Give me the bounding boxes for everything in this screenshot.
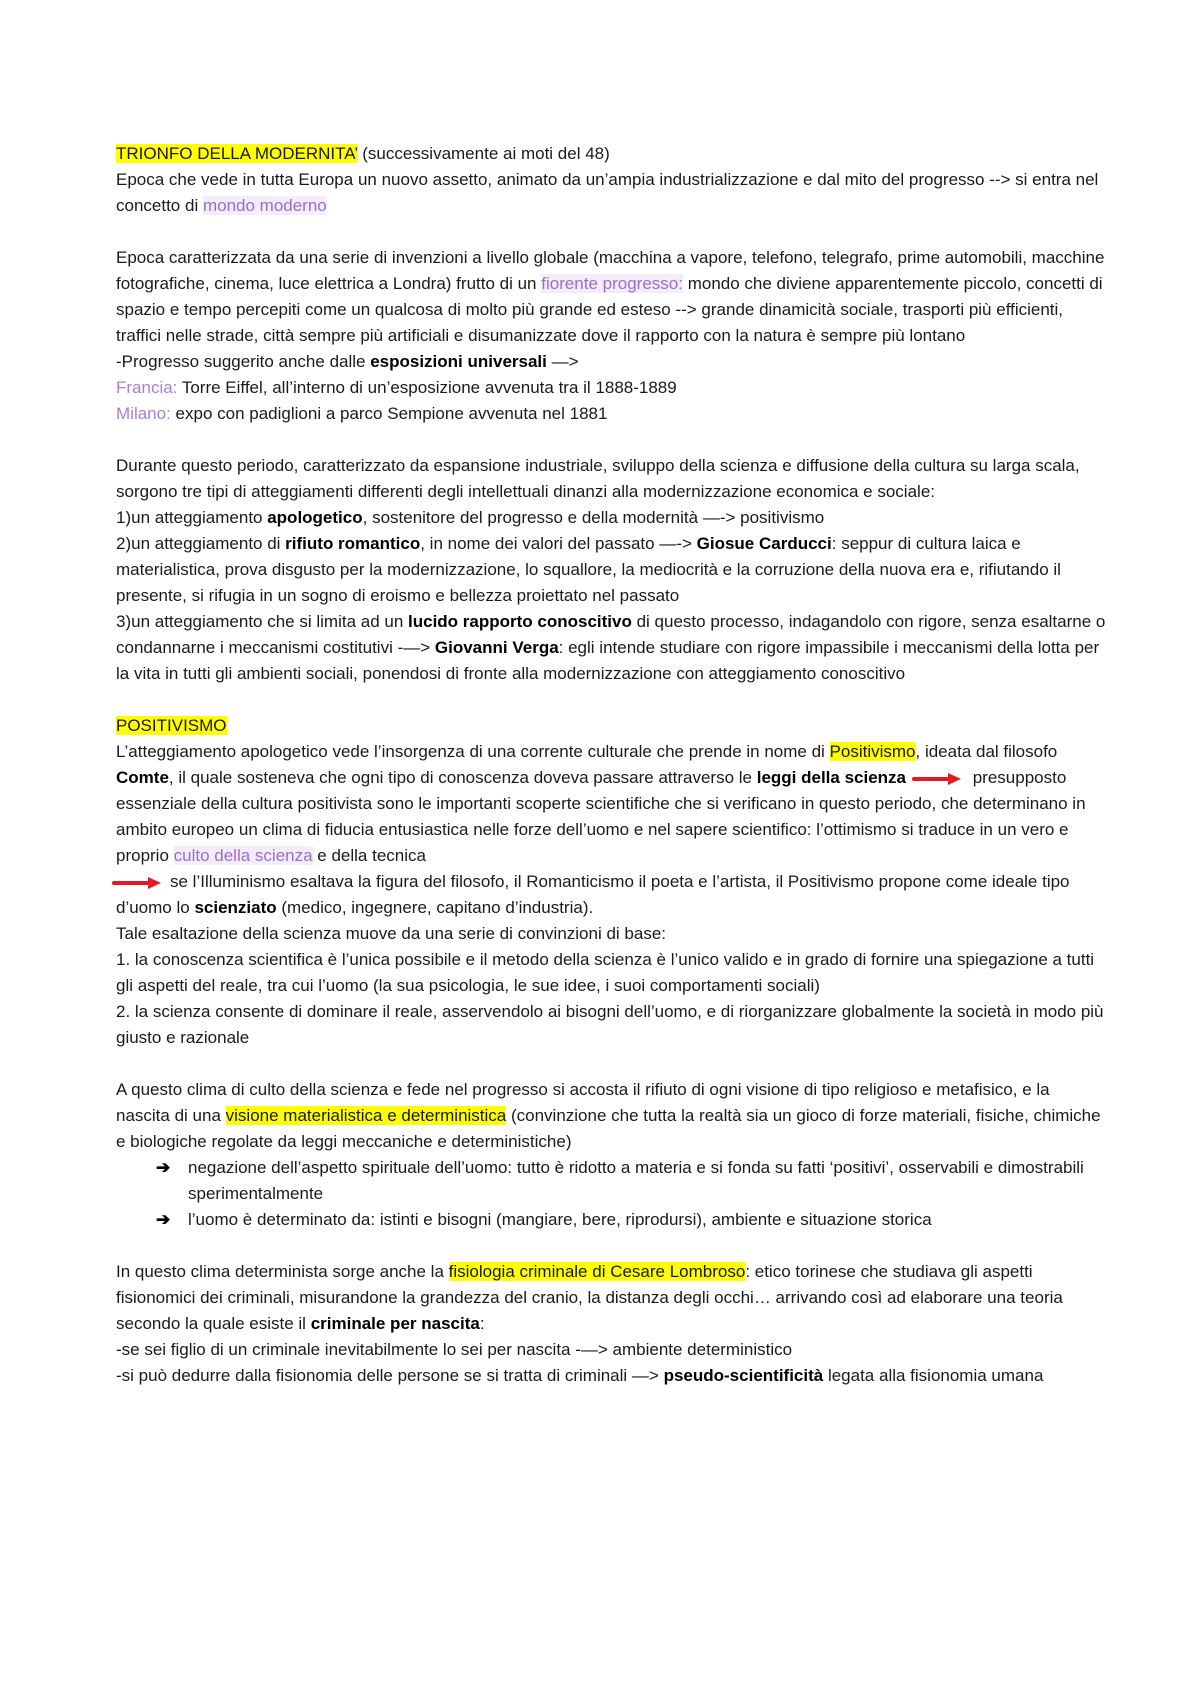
highlight: Positivismo	[829, 742, 916, 761]
document-page	[116, 141, 1106, 1389]
arrow-bullet-icon: ➔	[156, 1158, 171, 1177]
paragraph: -Progresso suggerito anche dalle esposizioni universali —>	[116, 352, 579, 371]
highlight: fisiologia criminale di Cesare Lombroso	[448, 1262, 746, 1281]
paragraph: In questo clima determinista sorge anche la fisiologia criminale di Cesare Lombroso: etico torinese che studiava gli aspetti fisionomici dei criminali, misurandone la grandezza del cranio, la distanza degli occhi… arrivando così ad elaborare una teoria secondo la quale esiste il criminale per nascita:	[116, 1262, 1063, 1333]
paragraph: -se sei figlio di un criminale inevitabilmente lo sei per nascita -—> ambiente deterministico	[116, 1340, 793, 1359]
paragraph: Epoca che vede in tutta Europa un nuovo assetto, animato da un’ampia industrializzazione e dal mito del progresso --> si entra nel concetto di mondo moderno	[116, 170, 1099, 215]
paragraph: Francia: Torre Eiffel, all’interno di un’esposizione avvenuta tra il 1888-1889	[116, 378, 677, 397]
paragraph: Milano: expo con padiglioni a parco Sempione avvenuta nel 1881	[116, 404, 608, 423]
arrow-bullet-icon: ➔	[156, 1210, 171, 1229]
paragraph: Epoca caratterizzata da una serie di invenzioni a livello globale (macchina a vapore, telefono, telegrafo, prime automobili, macchine fotografiche, cinema, luce elettrica a Londra) frutto di un fiorente progresso: mondo che diviene apparentemente piccolo, concetti di spazio e tempo percepiti come un qualcosa di molto più grande ed esteso --> grande dinamicità sociale, trasporti più efficienti, traffici nelle strade, città sempre più artificiali e disumanizzate dove il rapporto con la natura è sempre più lontano	[116, 248, 1105, 345]
paragraph: -si può dedurre dalla fisionomia delle persone se si tratta di criminali —> pseudo-scientificità legata alla fisionomia umana	[116, 1366, 1044, 1385]
highlight: culto della scienza	[173, 846, 313, 865]
list-item: ➔ l’uomo è determinato da: istinti e bisogni (mangiare, bere, riprodursi), ambiente e situazione storica	[116, 1207, 1106, 1233]
highlight: mondo moderno	[202, 196, 327, 215]
paragraph: 1)un atteggiamento apologetico, sostenitore del progresso e della modernità —-> positivismo	[116, 508, 825, 527]
paragraph: 2. la scienza consente di dominare il reale, asservendolo ai bisogni dell’uomo, e di riorganizzare globalmente la società in modo più giusto e razionale	[116, 1002, 1104, 1047]
red-arrow-icon	[912, 772, 962, 786]
highlight: visione materialistica e deterministica	[225, 1106, 507, 1125]
paragraph: Durante questo periodo, caratterizzato da espansione industriale, sviluppo della scienza e diffusione della cultura su larga scala, sorgono tre tipi di atteggiamenti differenti degli intellettuali dinanzi alla modernizzazione economica e sociale:	[116, 456, 1080, 501]
paragraph: 3)un atteggiamento che si limita ad un lucido rapporto conoscitivo di questo processo, indagandolo con rigore, senza esaltarne o condannarne i meccanismi costitutivi -—> Giovanni Verga: egli intende studiare con rigore impassibile i meccanismi della lotta per la vita in tutti gli ambienti sociali, ponendosi di fronte alla modernizzazione con atteggiamento conoscitivo	[116, 612, 1106, 683]
paragraph: L’atteggiamento apologetico vede l’insorgenza di una corrente culturale che prende in nome di Positivismo, ideata dal filosofo Comte, il quale sosteneva che ogni tipo di conoscenza doveva passare attraverso le leggi della scienza presupposto essenziale della cultura positivista sono le importanti scoperte scientifiche che si verificano in questo periodo, che determinano in ambito europeo un clima di fiducia entusiastica nelle forze dell’uomo e nel sapere scientifico: l’ottimismo si traduce in un vero e proprio culto della scienza e della tecnica	[116, 742, 1086, 865]
red-arrow-icon	[112, 876, 162, 890]
paragraph: se l’Illuminismo esaltava la figura del filosofo, il Romanticismo il poeta e l’artista, il Positivismo propone come ideale tipo d’uomo lo scienziato (medico, ingegnere, capitano d’industria).	[116, 869, 1106, 921]
paragraph: 1. la conoscenza scientifica è l’unica possibile e il metodo della scienza è l’unico valido e in grado di fornire una spiegazione a tutti gli aspetti del reale, tra cui l’uomo (la sua psicologia, le sue idee, i suoi comportamenti sociali)	[116, 950, 1095, 995]
paragraph: 2)un atteggiamento di rifiuto romantico, in nome dei valori del passato —-> Giosue Carducci: seppur di cultura laica e materialistica, prova disgusto per la modernizzazione, lo squallore, la mediocrità e la corruzione della nuova era e, rifiutando il presente, si rifugia in un sogno di eroismo e bellezza proiettato nel passato	[116, 534, 1061, 605]
paragraph	[116, 713, 1106, 739]
paragraph: TRIONFO DELLA MODERNITA’ (successivamente ai moti del 48)	[116, 144, 610, 163]
section-title: POSITIVISMO	[116, 716, 227, 735]
list-item: ➔ negazione dell’aspetto spirituale dell’uomo: tutto è ridotto a materia e si fonda su fatti ‘positivi’, osservabili e dimostrabili sperimentalmente	[116, 1155, 1106, 1207]
section-title: TRIONFO DELLA MODERNITA’	[116, 144, 358, 163]
paragraph: A questo clima di culto della scienza e fede nel progresso si accosta il rifiuto di ogni visione di tipo religioso e metafisico, e la nascita di una visione materialistica e deterministica (convinzione che tutta la realtà sia un gioco di forze materiali, fisiche, chimiche e biologiche regolate da leggi meccaniche e deterministiche)	[116, 1080, 1101, 1151]
paragraph: Tale esaltazione della scienza muove da una serie di convinzioni di base:	[116, 924, 667, 943]
highlight: fiorente progresso:	[541, 274, 683, 293]
